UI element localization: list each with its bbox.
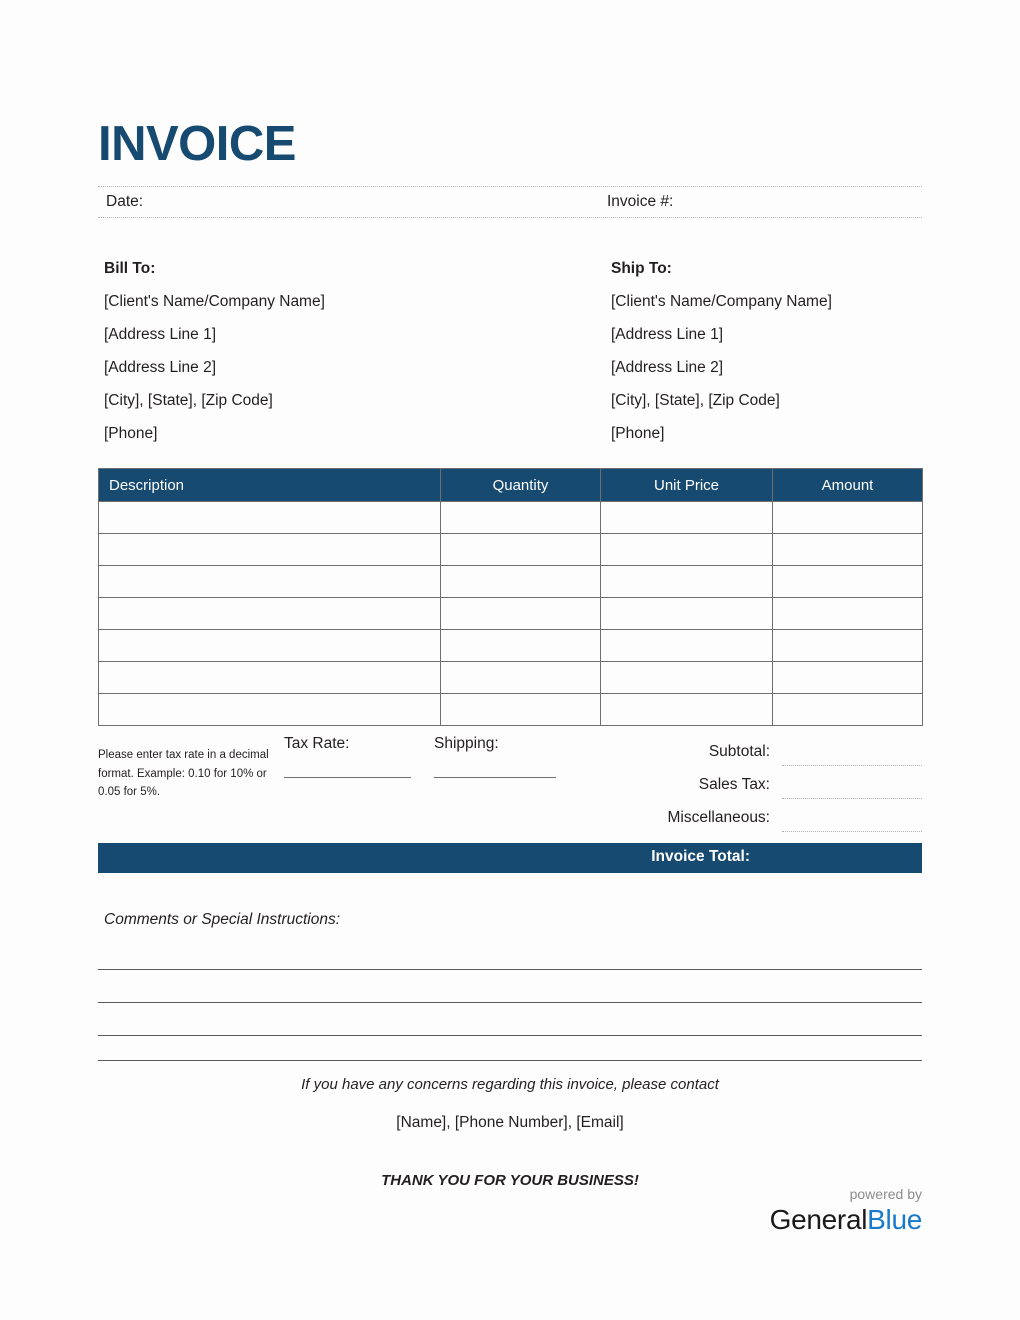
cell-amount[interactable] — [773, 566, 923, 598]
cell-quantity[interactable] — [441, 630, 601, 662]
subtotal-label: Subtotal: — [708, 743, 770, 760]
column-header-quantity: Quantity — [441, 469, 601, 502]
cell-quantity[interactable] — [441, 598, 601, 630]
cell-quantity[interactable] — [441, 694, 601, 726]
column-header-amount: Amount — [773, 469, 923, 502]
cell-quantity[interactable] — [441, 502, 601, 534]
table-row[interactable] — [99, 630, 923, 662]
column-header-unit-price: Unit Price — [601, 469, 773, 502]
ship-to-block — [611, 252, 832, 450]
footer-contact-line: If you have any concerns regarding this invoice, please contact — [301, 1076, 719, 1093]
comments-line-4[interactable] — [98, 1060, 922, 1061]
generalblue-logo — [770, 1185, 922, 1237]
cell-amount[interactable] — [773, 630, 923, 662]
cell-unit-price[interactable] — [601, 502, 773, 534]
brand-wordmark — [770, 1203, 922, 1237]
footer-contact-placeholder: [Name], [Phone Number], [Email] — [396, 1114, 624, 1131]
cell-description[interactable] — [99, 694, 441, 726]
totals-row-subtotal — [598, 733, 922, 766]
cell-description[interactable] — [99, 534, 441, 566]
bill-to-line-4: [City], [State], [Zip Code] — [104, 392, 273, 409]
ship-to-heading: Ship To: — [611, 260, 672, 277]
cell-description[interactable] — [99, 630, 441, 662]
ship-to-line-3: [Address Line 2] — [611, 359, 724, 376]
comments-line-1[interactable] — [98, 969, 922, 970]
invoice-total-label: Invoice Total: — [651, 848, 750, 865]
ship-to-line-4: [City], [State], [Zip Code] — [611, 392, 780, 409]
shipping-input[interactable] — [434, 777, 556, 778]
ship-to-line-5: [Phone] — [611, 425, 665, 442]
bill-to-block — [104, 252, 325, 450]
cell-amount[interactable] — [773, 534, 923, 566]
table-row[interactable] — [99, 694, 923, 726]
bill-to-line-1: [Client's Name/Company Name] — [104, 293, 325, 310]
miscellaneous-input[interactable] — [782, 805, 922, 832]
comments-line-3[interactable] — [98, 1035, 922, 1036]
ship-to-line-1: [Client's Name/Company Name] — [611, 293, 832, 310]
table-row[interactable] — [99, 598, 923, 630]
invoice-meta-row — [98, 186, 922, 218]
cell-amount[interactable] — [773, 502, 923, 534]
cell-amount[interactable] — [773, 694, 923, 726]
shipping-label: Shipping: — [434, 735, 499, 752]
tax-rate-input[interactable] — [284, 777, 411, 778]
powered-by-label: powered by — [849, 1186, 922, 1202]
tax-rate-label: Tax Rate: — [284, 735, 350, 752]
invoice-total-bar — [98, 843, 922, 873]
footer-thank-you: THANK YOU FOR YOUR BUSINESS! — [381, 1172, 639, 1189]
bill-to-line-5: [Phone] — [104, 425, 158, 442]
miscellaneous-label: Miscellaneous: — [667, 809, 770, 826]
subtotal-input[interactable] — [782, 739, 922, 766]
sales-tax-input[interactable] — [782, 772, 922, 799]
brand-general-text: General — [769, 1204, 868, 1235]
cell-description[interactable] — [99, 502, 441, 534]
cell-unit-price[interactable] — [601, 598, 773, 630]
shipping-field — [434, 735, 556, 778]
brand-blue-text: Blue — [867, 1204, 922, 1235]
cell-unit-price[interactable] — [601, 534, 773, 566]
line-items-table — [98, 468, 923, 726]
comments-heading: Comments or Special Instructions: — [104, 911, 341, 928]
cell-quantity[interactable] — [441, 534, 601, 566]
table-row[interactable] — [99, 662, 923, 694]
totals-block — [598, 733, 922, 832]
cell-amount[interactable] — [773, 598, 923, 630]
tax-rate-field — [284, 735, 411, 778]
cell-description[interactable] — [99, 598, 441, 630]
cell-quantity[interactable] — [441, 566, 601, 598]
column-header-description: Description — [99, 469, 441, 502]
cell-amount[interactable] — [773, 662, 923, 694]
comments-line-2[interactable] — [98, 1002, 922, 1003]
page-title: INVOICE — [98, 117, 296, 171]
table-header-row — [99, 469, 923, 502]
totals-row-sales-tax — [598, 766, 922, 799]
table-row[interactable] — [99, 534, 923, 566]
cell-description[interactable] — [99, 662, 441, 694]
cell-unit-price[interactable] — [601, 662, 773, 694]
bill-to-line-2: [Address Line 1] — [104, 326, 217, 343]
sales-tax-label: Sales Tax: — [698, 776, 770, 793]
bill-to-line-3: [Address Line 2] — [104, 359, 217, 376]
ship-to-line-2: [Address Line 1] — [611, 326, 724, 343]
cell-quantity[interactable] — [441, 662, 601, 694]
invoice-number-label: Invoice #: — [607, 193, 674, 210]
cell-unit-price[interactable] — [601, 630, 773, 662]
cell-description[interactable] — [99, 566, 441, 598]
table-row[interactable] — [99, 566, 923, 598]
line-items-body — [99, 502, 923, 726]
table-row[interactable] — [99, 502, 923, 534]
bill-to-heading: Bill To: — [104, 260, 156, 277]
date-label: Date: — [106, 193, 144, 210]
totals-row-miscellaneous — [598, 799, 922, 832]
cell-unit-price[interactable] — [601, 694, 773, 726]
cell-unit-price[interactable] — [601, 566, 773, 598]
tax-rate-note: Please enter tax rate in a decimal format. Example: 0.10 for 10% or 0.05 for 5%. — [98, 749, 269, 798]
